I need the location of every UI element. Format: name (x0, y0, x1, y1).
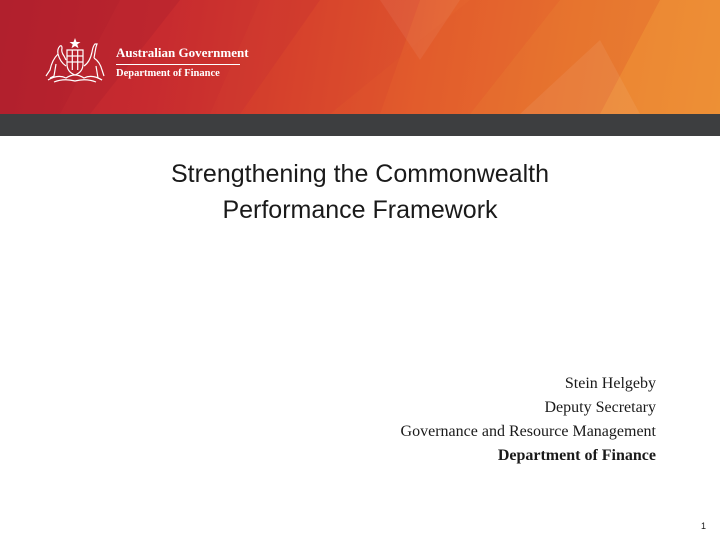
presenter-role: Deputy Secretary (544, 399, 656, 416)
header-banner (0, 0, 720, 114)
presenter-department: Department of Finance (497, 447, 656, 464)
department-name: Department of Finance (116, 68, 220, 79)
title-line-1: Strengthening the Commonwealth (170, 160, 549, 188)
header-strip (0, 114, 720, 136)
slide-title (60, 156, 660, 228)
presenter-name: Stein Helgeby (564, 375, 656, 392)
title-line-2: Performance Framework (222, 196, 498, 224)
government-name: Australian Government (116, 45, 249, 60)
commonwealth-coat-of-arms-icon (40, 36, 110, 84)
page-number: 1 (700, 521, 706, 531)
government-logo (40, 36, 250, 86)
presenter-group: Governance and Resource Management (400, 423, 656, 440)
presenter-block (401, 372, 656, 468)
logo-divider (116, 64, 240, 65)
